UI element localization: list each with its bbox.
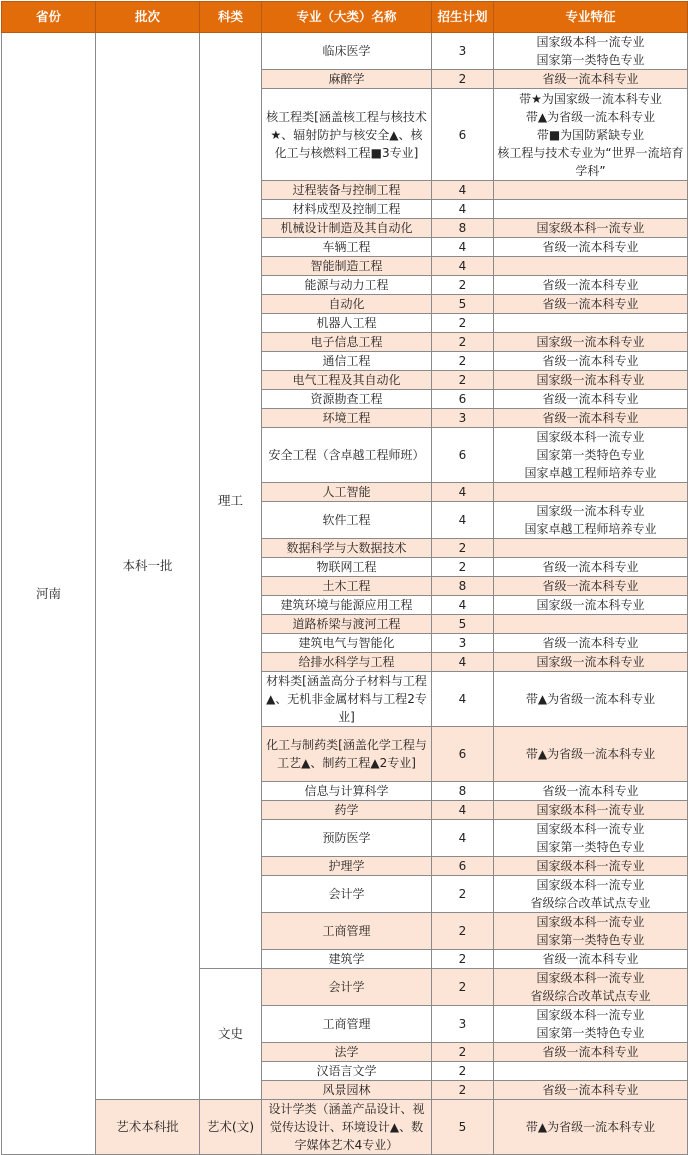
feature-cell xyxy=(494,1006,688,1043)
major-cell: 软件工程 xyxy=(262,502,432,539)
feature-line: 核工程与技术专业为“世界一流培育学科” xyxy=(497,145,684,178)
plan-cell: 2 xyxy=(432,876,494,913)
plan-cell: 6 xyxy=(432,89,494,181)
feature-cell xyxy=(494,876,688,913)
plan-cell: 2 xyxy=(432,314,494,333)
header-major: 专业（大类）名称 xyxy=(262,2,432,33)
feature-cell xyxy=(494,634,688,653)
province-cell: 河南 xyxy=(2,33,96,1155)
plan-cell: 4 xyxy=(432,672,494,727)
category-cell: 文史 xyxy=(200,969,262,1100)
batch-cell: 艺术本科批 xyxy=(96,1100,200,1155)
batch-cell: 本科一批 xyxy=(96,33,200,1100)
plan-cell: 4 xyxy=(432,502,494,539)
major-cell: 临床医学 xyxy=(262,33,432,70)
feature-line: 省级一流本科专业 xyxy=(542,240,639,254)
feature-cell xyxy=(494,950,688,969)
header-category: 科类 xyxy=(200,2,262,33)
feature-cell xyxy=(494,596,688,615)
major-cell: 车辆工程 xyxy=(262,238,432,257)
plan-cell: 4 xyxy=(432,483,494,502)
feature-cell xyxy=(494,200,688,219)
plan-cell: 2 xyxy=(432,1081,494,1100)
feature-line: 省级一流本科专业 xyxy=(542,952,639,966)
feature-cell xyxy=(494,969,688,1006)
table-body xyxy=(2,33,688,1155)
plan-cell: 3 xyxy=(432,409,494,428)
feature-line: 国家级本科一流专业 xyxy=(536,971,645,985)
major-cell: 自动化 xyxy=(262,295,432,314)
plan-cell: 2 xyxy=(432,333,494,352)
plan-cell: 2 xyxy=(432,371,494,390)
feature-cell xyxy=(494,1081,688,1100)
plan-cell: 2 xyxy=(432,352,494,371)
feature-line: 带▲为省级一流本科专业 xyxy=(525,692,656,706)
table-row xyxy=(2,33,688,70)
plan-cell: 4 xyxy=(432,238,494,257)
header-plan: 招生计划 xyxy=(432,2,494,33)
major-cell: 会计学 xyxy=(262,969,432,1006)
feature-line: 省级一流本科专业 xyxy=(542,560,639,574)
feature-line: 国家第一类特色专业 xyxy=(536,840,645,854)
feature-cell xyxy=(494,539,688,558)
feature-line: 省级一流本科专业 xyxy=(542,579,639,593)
major-cell: 建筑环境与能源应用工程 xyxy=(262,596,432,615)
major-cell: 药学 xyxy=(262,801,432,820)
category-cell: 艺术(文) xyxy=(200,1100,262,1155)
plan-cell: 3 xyxy=(432,33,494,70)
feature-cell xyxy=(494,219,688,238)
plan-cell: 5 xyxy=(432,1100,494,1155)
plan-cell: 4 xyxy=(432,181,494,200)
major-cell: 道路桥梁与渡河工程 xyxy=(262,615,432,634)
major-cell: 土木工程 xyxy=(262,577,432,596)
plan-cell: 2 xyxy=(432,969,494,1006)
feature-cell xyxy=(494,727,688,782)
feature-line: 国家级本科一流专业 xyxy=(536,822,645,836)
feature-cell xyxy=(494,483,688,502)
feature-cell xyxy=(494,352,688,371)
feature-cell xyxy=(494,502,688,539)
feature-cell xyxy=(494,653,688,672)
feature-cell xyxy=(494,1100,688,1155)
feature-cell xyxy=(494,857,688,876)
major-cell: 麻醉学 xyxy=(262,70,432,89)
major-cell: 建筑电气与智能化 xyxy=(262,634,432,653)
feature-cell xyxy=(494,314,688,333)
feature-cell xyxy=(494,295,688,314)
major-cell: 建筑学 xyxy=(262,950,432,969)
feature-line: 省级一流本科专业 xyxy=(542,1083,639,1097)
plan-cell: 2 xyxy=(432,70,494,89)
feature-cell xyxy=(494,558,688,577)
major-cell: 机械设计制造及其自动化 xyxy=(262,219,432,238)
feature-line: 国家级一流本科专业 xyxy=(536,373,645,387)
major-cell: 核工程类[涵盖核工程与核技术★、辐射防护与核安全▲、核化工与核燃料工程■3专业] xyxy=(262,89,432,181)
plan-cell: 8 xyxy=(432,577,494,596)
feature-line: 省级一流本科专业 xyxy=(542,354,639,368)
plan-cell: 2 xyxy=(432,539,494,558)
feature-line: 带▲为省级一流本科专业 xyxy=(525,1120,656,1134)
feature-cell xyxy=(494,782,688,801)
major-cell: 风景园林 xyxy=(262,1081,432,1100)
major-cell: 汉语言文学 xyxy=(262,1062,432,1081)
feature-cell xyxy=(494,1062,688,1081)
major-cell: 智能制造工程 xyxy=(262,257,432,276)
plan-cell: 8 xyxy=(432,782,494,801)
major-cell: 能源与动力工程 xyxy=(262,276,432,295)
feature-cell xyxy=(494,672,688,727)
header-row xyxy=(2,2,688,33)
plan-cell: 5 xyxy=(432,295,494,314)
plan-cell: 6 xyxy=(432,390,494,409)
plan-cell: 4 xyxy=(432,596,494,615)
feature-line: 省级一流本科专业 xyxy=(542,392,639,406)
major-cell: 安全工程（含卓越工程师班） xyxy=(262,428,432,483)
feature-line: 国家级本科一流专业 xyxy=(536,35,645,49)
feature-line: 国家第一类特色专业 xyxy=(536,933,645,947)
feature-cell xyxy=(494,33,688,70)
feature-cell xyxy=(494,577,688,596)
feature-line: 国家级本科一流专业 xyxy=(536,859,645,873)
plan-cell: 6 xyxy=(432,727,494,782)
feature-cell xyxy=(494,1043,688,1062)
plan-cell: 2 xyxy=(432,950,494,969)
feature-line: 国家第一类特色专业 xyxy=(536,448,645,462)
feature-cell xyxy=(494,913,688,950)
plan-cell: 2 xyxy=(432,276,494,295)
plan-cell: 3 xyxy=(432,1006,494,1043)
major-cell: 人工智能 xyxy=(262,483,432,502)
header-batch: 批次 xyxy=(96,2,200,33)
major-cell: 设计学类（涵盖产品设计、视觉传达设计、环境设计▲、数字媒体艺术4专业） xyxy=(262,1100,432,1155)
feature-line: 省级综合改革试点专业 xyxy=(530,896,651,910)
major-cell: 法学 xyxy=(262,1043,432,1062)
major-cell: 物联网工程 xyxy=(262,558,432,577)
feature-cell xyxy=(494,238,688,257)
feature-line: 国家级本科一流专业 xyxy=(536,915,645,929)
feature-cell xyxy=(494,801,688,820)
feature-line: 国家第一类特色专业 xyxy=(536,1026,645,1040)
feature-line: 国家级本科一流专业 xyxy=(536,221,645,235)
major-cell: 化工与制药类[涵盖化学工程与工艺▲、制药工程▲2专业] xyxy=(262,727,432,782)
feature-line: 国家级一流本科专业 xyxy=(536,335,645,349)
feature-line: 带★为国家级一流本科专业 xyxy=(519,91,662,106)
major-cell: 材料类[涵盖高分子材料与工程▲、无机非金属材料与工程2专业] xyxy=(262,672,432,727)
major-cell: 预防医学 xyxy=(262,820,432,857)
plan-cell: 3 xyxy=(432,634,494,653)
major-cell: 机器人工程 xyxy=(262,314,432,333)
feature-line: 国家级一流本科专业 xyxy=(536,655,645,669)
plan-cell: 4 xyxy=(432,801,494,820)
major-cell: 工商管理 xyxy=(262,913,432,950)
plan-cell: 2 xyxy=(432,1043,494,1062)
feature-line: 国家级本科一流专业 xyxy=(536,878,645,892)
feature-cell xyxy=(494,820,688,857)
feature-line: 国家级本科一流专业 xyxy=(536,430,645,444)
feature-line: 省级一流本科专业 xyxy=(542,72,639,86)
major-cell: 过程装备与控制工程 xyxy=(262,181,432,200)
major-cell: 环境工程 xyxy=(262,409,432,428)
plan-cell: 4 xyxy=(432,653,494,672)
feature-line: 国家级本科一流专业 xyxy=(536,803,645,817)
feature-line: 带▲为省级一流本科专业 xyxy=(525,109,656,124)
feature-line: 省级一流本科专业 xyxy=(542,636,639,650)
feature-cell xyxy=(494,409,688,428)
feature-cell xyxy=(494,276,688,295)
admission-plan-table xyxy=(1,1,688,1155)
plan-cell: 5 xyxy=(432,615,494,634)
major-cell: 给排水科学与工程 xyxy=(262,653,432,672)
feature-line: 国家卓越工程师培养专业 xyxy=(524,522,657,536)
feature-line: 国家级一流本科专业 xyxy=(536,598,645,612)
feature-line: 省级一流本科专业 xyxy=(542,411,639,425)
plan-cell: 6 xyxy=(432,428,494,483)
feature-line: 省级一流本科专业 xyxy=(542,1045,639,1059)
feature-cell xyxy=(494,615,688,634)
major-cell: 材料成型及控制工程 xyxy=(262,200,432,219)
major-cell: 电气工程及其自动化 xyxy=(262,371,432,390)
feature-cell xyxy=(494,333,688,352)
major-cell: 通信工程 xyxy=(262,352,432,371)
major-cell: 工商管理 xyxy=(262,1006,432,1043)
feature-line: 带■为国防紧缺专业 xyxy=(536,127,645,142)
plan-cell: 8 xyxy=(432,219,494,238)
feature-line: 省级一流本科专业 xyxy=(542,784,639,798)
feature-line: 省级综合改革试点专业 xyxy=(530,989,651,1003)
feature-line: 省级一流本科专业 xyxy=(542,278,639,292)
feature-line: 国家级一流本科专业 xyxy=(536,504,645,518)
plan-cell: 4 xyxy=(432,820,494,857)
major-cell: 数据科学与大数据技术 xyxy=(262,539,432,558)
major-cell: 会计学 xyxy=(262,876,432,913)
plan-cell: 2 xyxy=(432,1062,494,1081)
feature-line: 带▲为省级一流本科专业 xyxy=(525,747,656,761)
major-cell: 信息与计算科学 xyxy=(262,782,432,801)
major-cell: 护理学 xyxy=(262,857,432,876)
plan-cell: 2 xyxy=(432,558,494,577)
feature-cell xyxy=(494,257,688,276)
plan-cell: 4 xyxy=(432,200,494,219)
feature-cell xyxy=(494,371,688,390)
plan-cell: 6 xyxy=(432,857,494,876)
table-row xyxy=(2,1100,688,1155)
plan-cell: 2 xyxy=(432,913,494,950)
feature-line: 国家级本科一流专业 xyxy=(536,1008,645,1022)
category-cell: 理工 xyxy=(200,33,262,969)
feature-cell xyxy=(494,181,688,200)
feature-cell xyxy=(494,390,688,409)
major-cell: 资源勘查工程 xyxy=(262,390,432,409)
feature-cell xyxy=(494,70,688,89)
feature-line: 国家第一类特色专业 xyxy=(536,53,645,67)
feature-line: 国家卓越工程师培养专业 xyxy=(524,466,657,480)
header-province: 省份 xyxy=(2,2,96,33)
feature-line: 省级一流本科专业 xyxy=(542,297,639,311)
header-feature: 专业特征 xyxy=(494,2,688,33)
major-cell: 电子信息工程 xyxy=(262,333,432,352)
feature-cell xyxy=(494,428,688,483)
feature-cell xyxy=(494,89,688,181)
plan-cell: 4 xyxy=(432,257,494,276)
